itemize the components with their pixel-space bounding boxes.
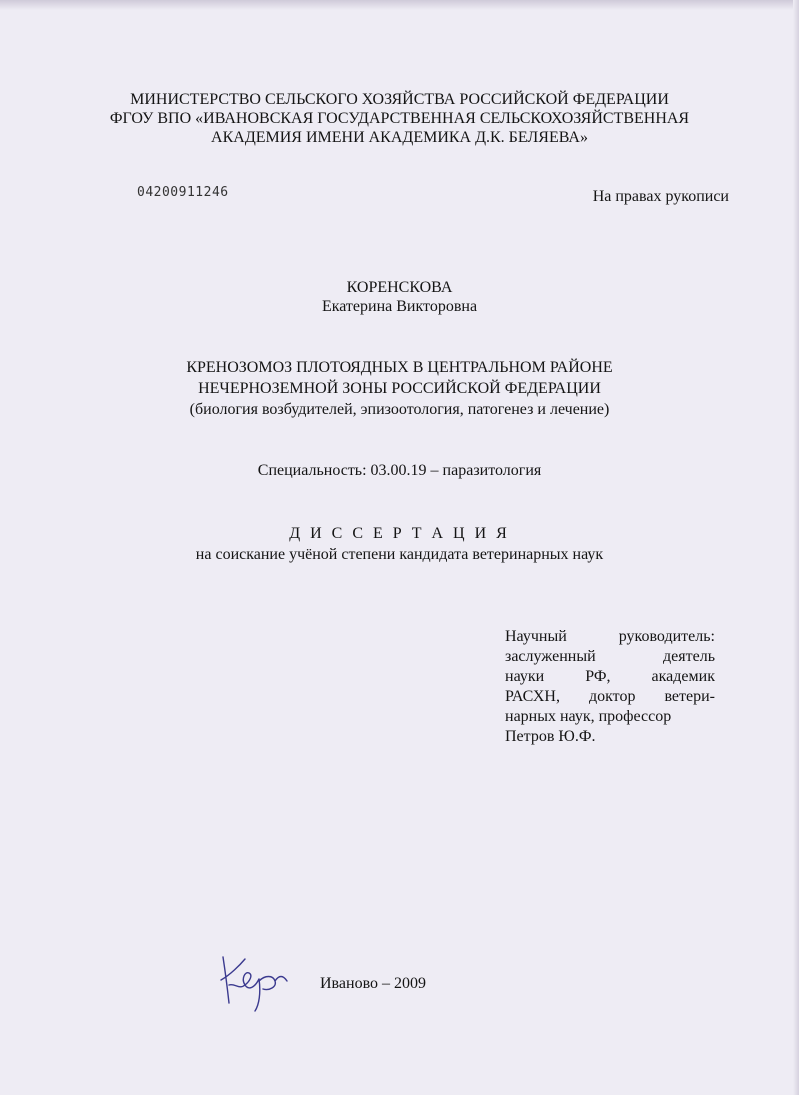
scan-top-edge	[0, 0, 799, 10]
title-line-1: КРЕНОЗОМОЗ ПЛОТОЯДНЫХ В ЦЕНТРАЛЬНОМ РАЙОНЕ	[186, 359, 613, 376]
document-type-label: Д И С С Е Р Т А Ц И Я	[289, 525, 510, 542]
author-block	[0, 278, 799, 316]
supervisor-line-5: нарных наук, профессор	[505, 708, 672, 725]
sv-word: науки	[505, 668, 545, 685]
university-line: ФГОУ ВПО «ИВАНОВСКАЯ ГОСУДАРСТВЕННАЯ СЕЛЬСКОХОЗЯЙСТВЕННАЯ	[109, 110, 690, 127]
academy-line: АКАДЕМИЯ ИМЕНИ АКАДЕМИКА Д.К. БЕЛЯЕВА»	[211, 129, 588, 146]
supervisor-line-2	[505, 647, 715, 667]
title-line-2: НЕЧЕРНОЗЕМНОЙ ЗОНЫ РОССИЙСКОЙ ФЕДЕРАЦИИ	[198, 380, 601, 397]
author-name: Екатерина Викторовна	[321, 298, 478, 315]
sv-word: академик	[651, 668, 715, 685]
ministry-line: МИНИСТЕРСТВО СЕЛЬСКОГО ХОЗЯЙСТВА РОССИЙСКОЙ ФЕДЕРАЦИИ	[130, 91, 669, 108]
degree-purpose: на соискание учёной степени кандидата ветеринарных наук	[195, 546, 604, 563]
institution-header	[0, 90, 799, 147]
sv-word: Научный	[505, 628, 567, 645]
sv-word: доктор	[588, 688, 636, 705]
signature-icon	[215, 945, 295, 1015]
specialty-line: Специальность: 03.00.19 – паразитология	[257, 462, 542, 479]
dissertation-title	[0, 357, 799, 420]
title-subtitle: (биология возбудителей, эпизоотология, патогенез и лечение)	[189, 401, 610, 418]
sv-word: РФ,	[585, 668, 611, 685]
place-and-year: Иваново – 2009	[320, 975, 427, 992]
sv-word: РАСХН,	[505, 688, 560, 705]
author-surname: КОРЕНСКОВА	[346, 279, 453, 296]
sv-word: руководитель:	[618, 628, 715, 645]
sv-word: деятель	[663, 648, 715, 665]
sv-word: заслуженный	[505, 648, 596, 665]
registration-number: 04200911246	[137, 185, 229, 200]
supervisor-line-1	[505, 627, 715, 647]
supervisor-line-4	[505, 687, 715, 707]
supervisor-block	[505, 627, 715, 747]
supervisor-name: Петров Ю.Ф.	[505, 728, 596, 745]
supervisor-line-3	[505, 667, 715, 687]
rights-note: На правах рукописи	[592, 188, 729, 205]
document-type-block	[0, 523, 799, 565]
sv-word: ветери-	[664, 688, 715, 705]
